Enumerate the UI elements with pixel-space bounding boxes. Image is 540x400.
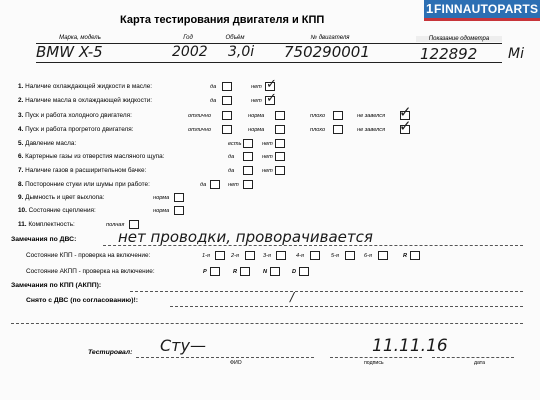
item-1-checkbox-yes[interactable] xyxy=(222,82,232,91)
akpp-gear-p: P xyxy=(203,269,207,275)
kpp-gear-3: 3-я xyxy=(263,253,271,259)
header-odometer: Показание одометра xyxy=(416,36,502,42)
header-line-top xyxy=(36,43,502,44)
kpp-state-label: Состояние КПП - проверка на включение: xyxy=(26,252,151,259)
kpp-gear-1-checkbox[interactable] xyxy=(215,251,225,260)
item-6-opt-no: нет xyxy=(262,154,273,160)
item-2: 2. Наличие масла в охлаждающей жидкости: xyxy=(18,97,153,104)
item-1-checkmark: ✓ xyxy=(266,77,277,92)
item-11-opt-complete: полная xyxy=(106,222,125,228)
remarks-dvs-handwriting: нет проводки, проворачивается xyxy=(118,228,373,246)
item-11: 11. Комплектность: xyxy=(18,221,75,228)
kpp-gear-4-checkbox[interactable] xyxy=(310,251,320,260)
item-3-opt-normal: норма xyxy=(248,113,265,119)
akpp-gear-d-checkbox[interactable] xyxy=(299,267,309,276)
kpp-gear-2-checkbox[interactable] xyxy=(245,251,255,260)
item-4-opt-not-started: не завелся xyxy=(357,127,386,133)
value-model: BMW X-5 xyxy=(36,43,103,61)
item-4: 4. Пуск и работа прогретого двигателя: xyxy=(18,126,134,133)
value-year: 2002 xyxy=(172,44,208,60)
removed-from-dvs-label: Снято с ДВС (по согласованию)!: xyxy=(26,297,138,304)
item-8: 8. Посторонние стуки или шумы при работе: xyxy=(18,181,150,188)
item-2-opt-yes: да xyxy=(210,98,217,104)
item-4-checkbox-bad[interactable] xyxy=(333,125,343,134)
kpp-gear-6-checkbox[interactable] xyxy=(378,251,388,260)
item-3-opt-excellent: отлично xyxy=(188,113,211,119)
item-5-opt-yes: есть xyxy=(228,141,242,147)
item-10-opt-normal: норма xyxy=(153,208,170,214)
item-10: 10. Состояние сцепления: xyxy=(18,207,96,214)
item-4-checkbox-normal[interactable] xyxy=(275,125,285,134)
item-10-checkbox-normal[interactable] xyxy=(174,206,184,215)
kpp-gear-1: 1-я xyxy=(202,253,210,259)
remarks-dvs-label: Замечания по ДВС: xyxy=(11,236,77,243)
item-7-checkbox-yes[interactable] xyxy=(243,166,253,175)
item-8-opt-yes: да xyxy=(200,182,207,188)
item-8-checkbox-no[interactable] xyxy=(243,180,253,189)
tester-signature: Сту— xyxy=(160,336,206,355)
value-odometer-unit: Mi xyxy=(508,46,524,62)
remarks-kpp-line xyxy=(130,291,523,292)
logo-stripe xyxy=(424,18,540,21)
item-5-checkbox-no[interactable] xyxy=(275,139,285,148)
item-4-checkmark: ✓ xyxy=(399,117,412,135)
item-4-checkbox-excellent[interactable] xyxy=(222,125,232,134)
akpp-gear-d: D xyxy=(292,269,297,275)
akpp-gear-n-checkbox[interactable] xyxy=(270,267,280,276)
kpp-gear-5-checkbox[interactable] xyxy=(345,251,355,260)
removed-line-2 xyxy=(11,323,523,324)
signature-caption: подпись xyxy=(364,360,384,366)
handwritten-date: 11.11.16 xyxy=(372,336,448,356)
item-3-opt-not-started: не завелся xyxy=(357,113,386,119)
akpp-gear-r: R xyxy=(233,269,238,275)
remarks-kpp-label: Замечания по КПП (АКПП): xyxy=(11,282,102,289)
item-3-checkbox-normal[interactable] xyxy=(275,111,285,120)
akpp-gear-r-checkbox[interactable] xyxy=(240,267,250,276)
item-3-opt-bad: плохо xyxy=(310,113,326,119)
item-6-opt-yes: да xyxy=(228,154,235,160)
removed-mark: / xyxy=(290,290,295,304)
item-6-checkbox-no[interactable] xyxy=(275,152,285,161)
fio-caption: ФИО xyxy=(230,360,242,366)
item-4-opt-normal: норма xyxy=(248,127,265,133)
kpp-gear-5: 5-я xyxy=(331,253,339,259)
signature-line xyxy=(330,357,422,358)
item-3-checkbox-excellent[interactable] xyxy=(222,111,232,120)
item-7-opt-yes: да xyxy=(228,168,235,174)
kpp-gear-r: R xyxy=(403,253,408,259)
kpp-gear-r-checkbox[interactable] xyxy=(410,251,420,260)
logo-mark: 1 xyxy=(426,1,434,16)
header-year: Год xyxy=(183,35,193,41)
item-8-opt-no: нет xyxy=(228,182,239,188)
akpp-gear-p-checkbox[interactable] xyxy=(210,267,220,276)
item-9-opt-normal: норма xyxy=(153,195,170,201)
item-4-opt-bad: плохо xyxy=(310,127,326,133)
item-2-opt-no: нет xyxy=(251,98,262,104)
kpp-gear-6: 6-я xyxy=(364,253,372,259)
item-5-checkbox-yes[interactable] xyxy=(243,139,253,148)
item-5-opt-no: нет xyxy=(262,141,273,147)
item-3-checkbox-bad[interactable] xyxy=(333,111,343,120)
value-engine-no: 750290001 xyxy=(284,43,370,61)
akpp-state-label: Состояние АКПП - проверка на включение: xyxy=(26,268,155,275)
fio-line xyxy=(136,357,314,358)
header-engine-no: № двигателя xyxy=(310,35,350,41)
logo-text: FINNAUTOPARTS xyxy=(434,2,539,16)
item-1: 1. Наличие охлаждающей жидкости в масле: xyxy=(18,83,153,90)
item-6-checkbox-yes[interactable] xyxy=(243,152,253,161)
value-odometer: 122892 xyxy=(420,45,478,63)
item-1-opt-yes: да xyxy=(210,84,217,90)
item-3-checkmark: ✓ xyxy=(399,103,412,121)
tested-by-label: Тестировал: xyxy=(88,349,133,356)
item-7: 7. Наличие газов в расширительном бачке: xyxy=(18,167,147,174)
item-6: 6. Картерные газы из отверстия масляного щупа: xyxy=(18,153,165,160)
removed-line-1 xyxy=(170,306,523,307)
item-7-opt-no: нет xyxy=(262,168,273,174)
item-3: 3. Пуск и работа холодного двигателя: xyxy=(18,112,132,119)
date-line xyxy=(432,357,514,358)
value-volume: 3,0i xyxy=(228,44,255,60)
item-4-opt-excellent: отлично xyxy=(188,127,211,133)
item-9: 9. Дымность и цвет выхлопа: xyxy=(18,194,105,201)
item-2-checkbox-yes[interactable] xyxy=(222,96,232,105)
header-model: Марка, модель xyxy=(59,35,101,41)
item-7-checkbox-no[interactable] xyxy=(275,166,285,175)
date-caption: дата xyxy=(474,360,486,366)
item-2-checkmark: ✓ xyxy=(266,91,277,106)
kpp-gear-2: 2-я xyxy=(231,253,239,259)
header-volume: Объём xyxy=(225,35,245,41)
kpp-gear-3-checkbox[interactable] xyxy=(276,251,286,260)
document-title: Карта тестирования двигателя и КПП xyxy=(120,14,325,26)
akpp-gear-n: N xyxy=(263,269,268,275)
item-8-checkbox-yes[interactable] xyxy=(210,180,220,189)
item-5: 5. Давление масла: xyxy=(18,140,77,147)
item-9-checkbox-normal[interactable] xyxy=(174,193,184,202)
item-1-opt-no: нет xyxy=(251,84,262,90)
kpp-gear-4: 4-я xyxy=(296,253,304,259)
